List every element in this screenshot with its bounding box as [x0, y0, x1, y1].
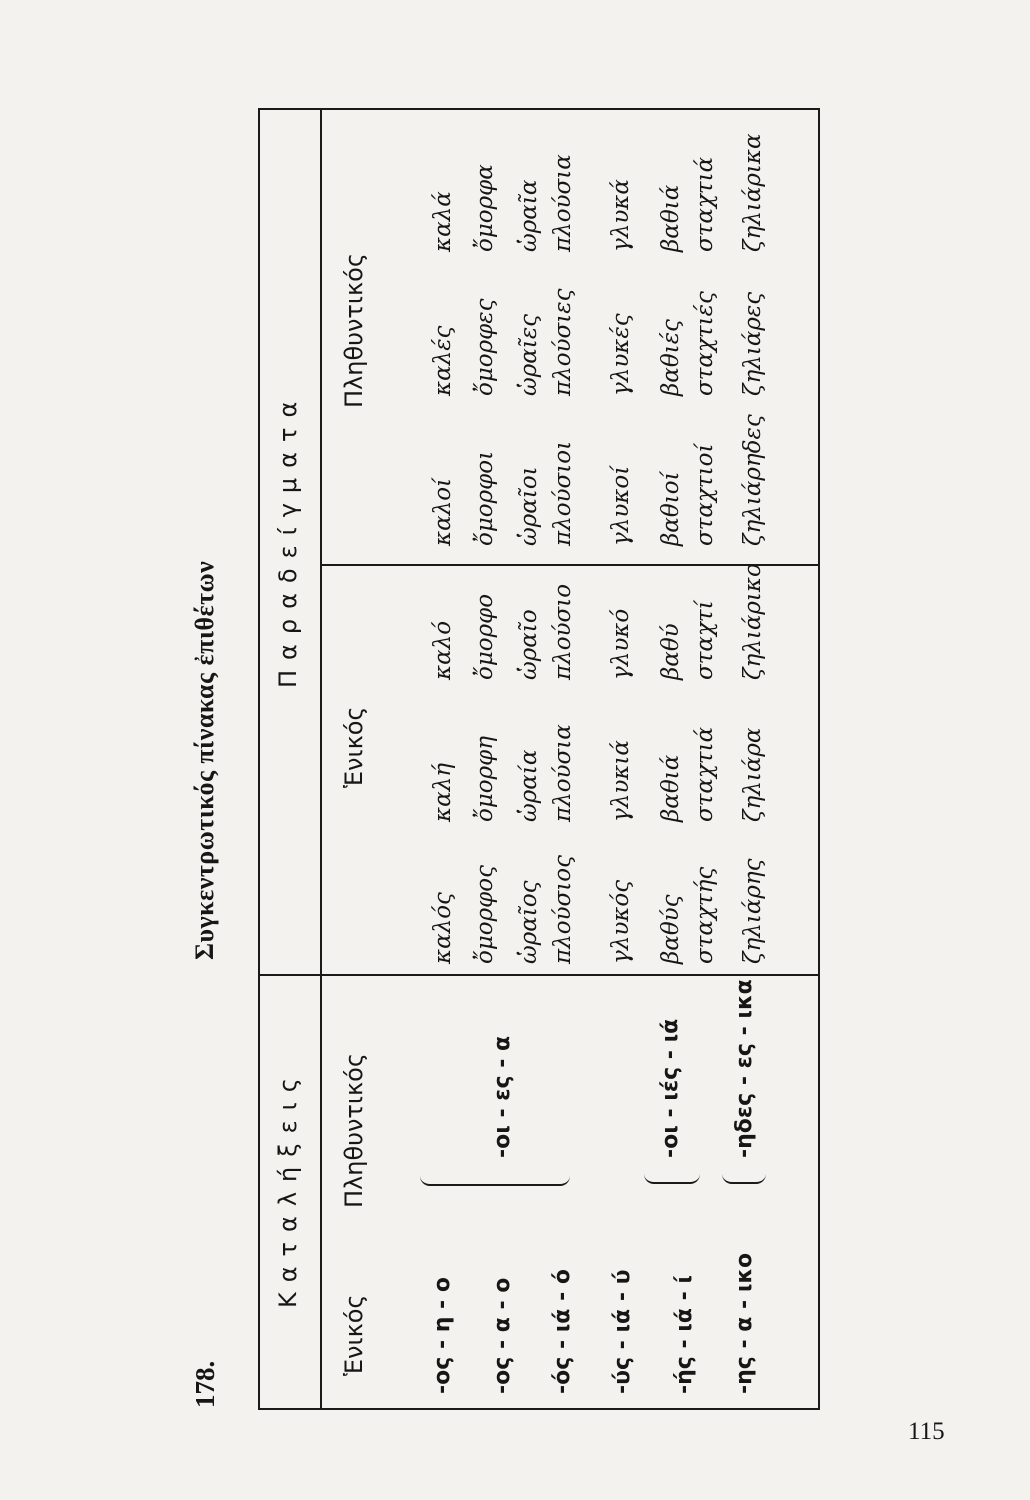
- example-plural-word: πλούσια: [550, 154, 576, 252]
- header-endings: Καταλήξεις: [274, 1068, 302, 1308]
- example-plural-word: πλούσιες: [550, 288, 576, 396]
- ending-singular-row: -ος - η - ο: [430, 1277, 455, 1394]
- ending-singular-row: -ος - α - ο: [490, 1277, 515, 1394]
- example-singular-word: γλυκό: [608, 608, 634, 680]
- example-singular-word: πλούσια: [550, 724, 576, 822]
- example-plural-word: βαθιές: [658, 319, 684, 396]
- example-singular-word: βαθύ: [658, 623, 684, 680]
- header-examples: Παραδείγματα: [274, 391, 302, 688]
- example-plural-word: γλυκοί: [608, 465, 634, 546]
- example-singular-word: καλός: [430, 892, 456, 964]
- example-plural-word: ζηλιάρες: [740, 291, 766, 396]
- example-singular-word: ζηλιάρικο: [740, 563, 766, 680]
- example-plural-word: πλούσιοι: [550, 440, 576, 546]
- example-singular-word: σταχτής: [692, 866, 718, 964]
- example-singular-word: πλούσιος: [550, 855, 576, 964]
- header-examples-singular: Ἑνικός: [340, 706, 368, 788]
- example-plural-word: βαθιά: [658, 184, 684, 252]
- example-singular-word: βαθύς: [658, 894, 684, 964]
- grouping-brace: [420, 1174, 570, 1186]
- example-plural-word: ζηλιάρικα: [740, 133, 766, 252]
- example-plural-word: σταχτιά: [692, 156, 718, 252]
- example-plural-word: ὡραῖες: [516, 313, 542, 396]
- example-plural-word: ὄμορφοι: [472, 450, 498, 546]
- example-plural-word: γλυκές: [608, 313, 634, 396]
- example-plural-word: σταχτιές: [692, 291, 718, 396]
- example-singular-word: ὡραῖος: [516, 880, 542, 964]
- page-number: 115: [908, 1418, 945, 1445]
- example-plural-word: ὄμορφα: [472, 164, 498, 252]
- example-singular-word: ζηλιάρα: [740, 727, 766, 822]
- example-plural-word: βαθιοί: [658, 471, 684, 546]
- ending-singular-row: -ύς - ιά - ύ: [610, 1269, 635, 1394]
- header-divider: [320, 110, 322, 1408]
- example-singular-word: ζηλιάρης: [740, 858, 766, 964]
- example-singular-word: γλυκιά: [608, 740, 634, 822]
- example-singular-word: ὄμορφος: [472, 865, 498, 964]
- example-plural-word: ὄμορφες: [472, 298, 498, 396]
- example-singular-word: σταχτί: [692, 600, 718, 680]
- example-singular-word: καλή: [430, 763, 456, 822]
- adjective-summary-table: [258, 108, 820, 1410]
- ending-singular-row: -ός - ιά - ό: [550, 1269, 575, 1394]
- ending-singular-row: -ης - α - ικο: [732, 1252, 757, 1394]
- example-plural-word: ὡραῖα: [516, 179, 542, 252]
- example-plural-word: ὡραῖοι: [516, 466, 542, 546]
- example-singular-word: ὡραῖο: [516, 609, 542, 680]
- divider-endings-examples: [260, 974, 818, 976]
- example-plural-word: καλοί: [430, 477, 456, 546]
- header-examples-plural: Πληθυντικός: [340, 253, 368, 408]
- example-singular-word: σταχτιά: [692, 726, 718, 822]
- ending-plural-row: -οι - ιές - ιά: [658, 1018, 683, 1158]
- example-plural-word: σταχτιοί: [692, 443, 718, 546]
- ending-plural-row: -ηδες - ες - ικα: [732, 979, 757, 1158]
- example-singular-word: γλυκός: [608, 879, 634, 964]
- example-singular-word: πλούσιο: [550, 583, 576, 680]
- example-singular-word: ὄμορφη: [472, 735, 498, 822]
- ending-singular-row: -ής - ιά - ί: [672, 1275, 697, 1394]
- example-singular-word: βαθιά: [658, 754, 684, 822]
- header-endings-singular: Ἑνικός: [340, 1294, 368, 1376]
- section-number: 178.: [190, 1360, 220, 1408]
- grouping-brace: [722, 1172, 766, 1184]
- example-singular-word: καλό: [430, 620, 456, 680]
- header-endings-plural: Πληθυντικός: [340, 1053, 368, 1208]
- example-plural-word: γλυκά: [608, 179, 634, 252]
- example-singular-word: ὡραία: [516, 749, 542, 822]
- ending-plural-row: -οι - ες - α: [490, 1035, 515, 1158]
- example-singular-word: ὄμορφο: [472, 593, 498, 680]
- example-plural-word: καλά: [430, 191, 456, 252]
- table-title: Συγκεντρωτικός πίνακας ἐπιθέτων: [190, 560, 219, 960]
- grouping-brace: [644, 1172, 700, 1184]
- example-plural-word: καλές: [430, 325, 456, 396]
- example-plural-word: ζηλιάρηδες: [740, 414, 766, 546]
